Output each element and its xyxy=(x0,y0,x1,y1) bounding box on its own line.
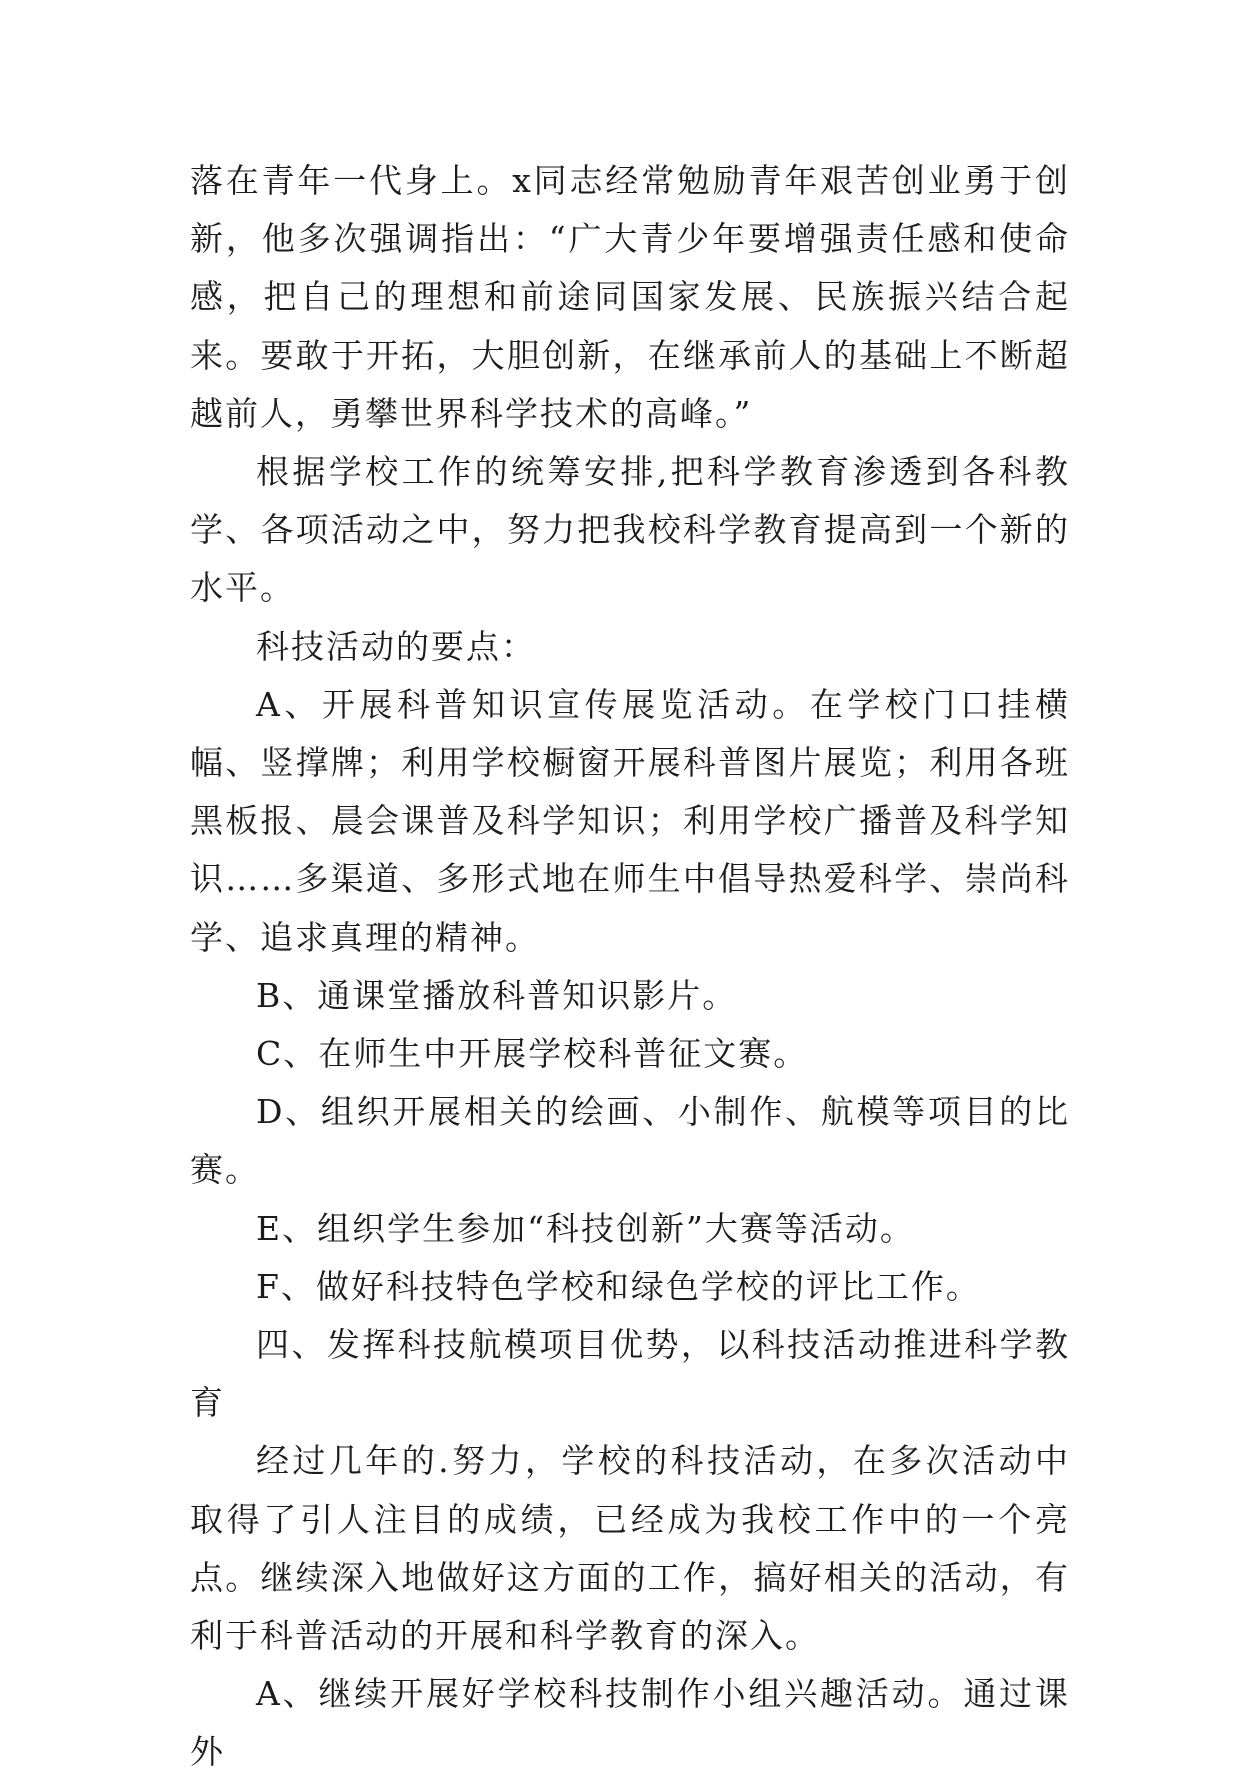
paragraph-achievements: 经过几年的.努力，学校的科技活动，在多次活动中取得了引人注目的成绩，已经成为我校工作中的一个亮点。继续深入地做好这方面的工作，搞好相关的活动，有利于科普活动的开展和科学教育的深入。 xyxy=(190,1441,1070,1656)
paragraph-item-a-exhibition: A、开展科普知识宣传展览活动。在学校门口挂横幅、竖撑牌；利用学校橱窗开展科普图片展览；利用各班黑板报、晨会课普及科学知识；利用学校广播普及科学知识……多渠道、多形式地在师生中倡导热爱科学、崇尚科学、追求真理的精神。 xyxy=(190,684,1070,957)
paragraph-item-a-interest-groups: A、继续开展好学校科技制作小组兴趣活动。通过课外 xyxy=(190,1674,1070,1772)
section-heading-four: 四、发挥科技航模项目优势，以科技活动推进科学教育 xyxy=(190,1325,1070,1423)
document-body xyxy=(190,152,1070,1782)
paragraph-item-b-films: B、通课堂播放科普知识影片。 xyxy=(256,975,738,1015)
paragraph-item-c-essay: C、在师生中开展学校科普征文赛。 xyxy=(256,1034,809,1074)
paragraph-school-plan: 根据学校工作的统筹安排,把科学教育渗透到各科教学、各项活动之中，努力把我校科学教育提高到一个新的水平。 xyxy=(190,452,1070,608)
paragraph-activity-points-heading: 科技活动的要点： xyxy=(256,626,536,666)
paragraph-item-f-evaluation: F、做好科技特色学校和绿色学校的评比工作。 xyxy=(256,1266,981,1306)
paragraph-item-d-competitions: D、组织开展相关的绘画、小制作、航模等项目的比赛。 xyxy=(190,1092,1070,1190)
paragraph-youth-innovation: 落在青年一代身上。x同志经常勉励青年艰苦创业勇于创新，他多次强调指出：“广大青少年要增强责任感和使命感，把自己的理想和前途同国家发展、民族振兴结合起来。要敢于开拓，大胆创新，在继承前人的基础上不断超越前人，勇攀世界科学技术的高峰。” xyxy=(190,161,1070,433)
paragraph-item-e-innovation-contest: E、组织学生参加“科技创新”大赛等活动。 xyxy=(256,1208,915,1248)
